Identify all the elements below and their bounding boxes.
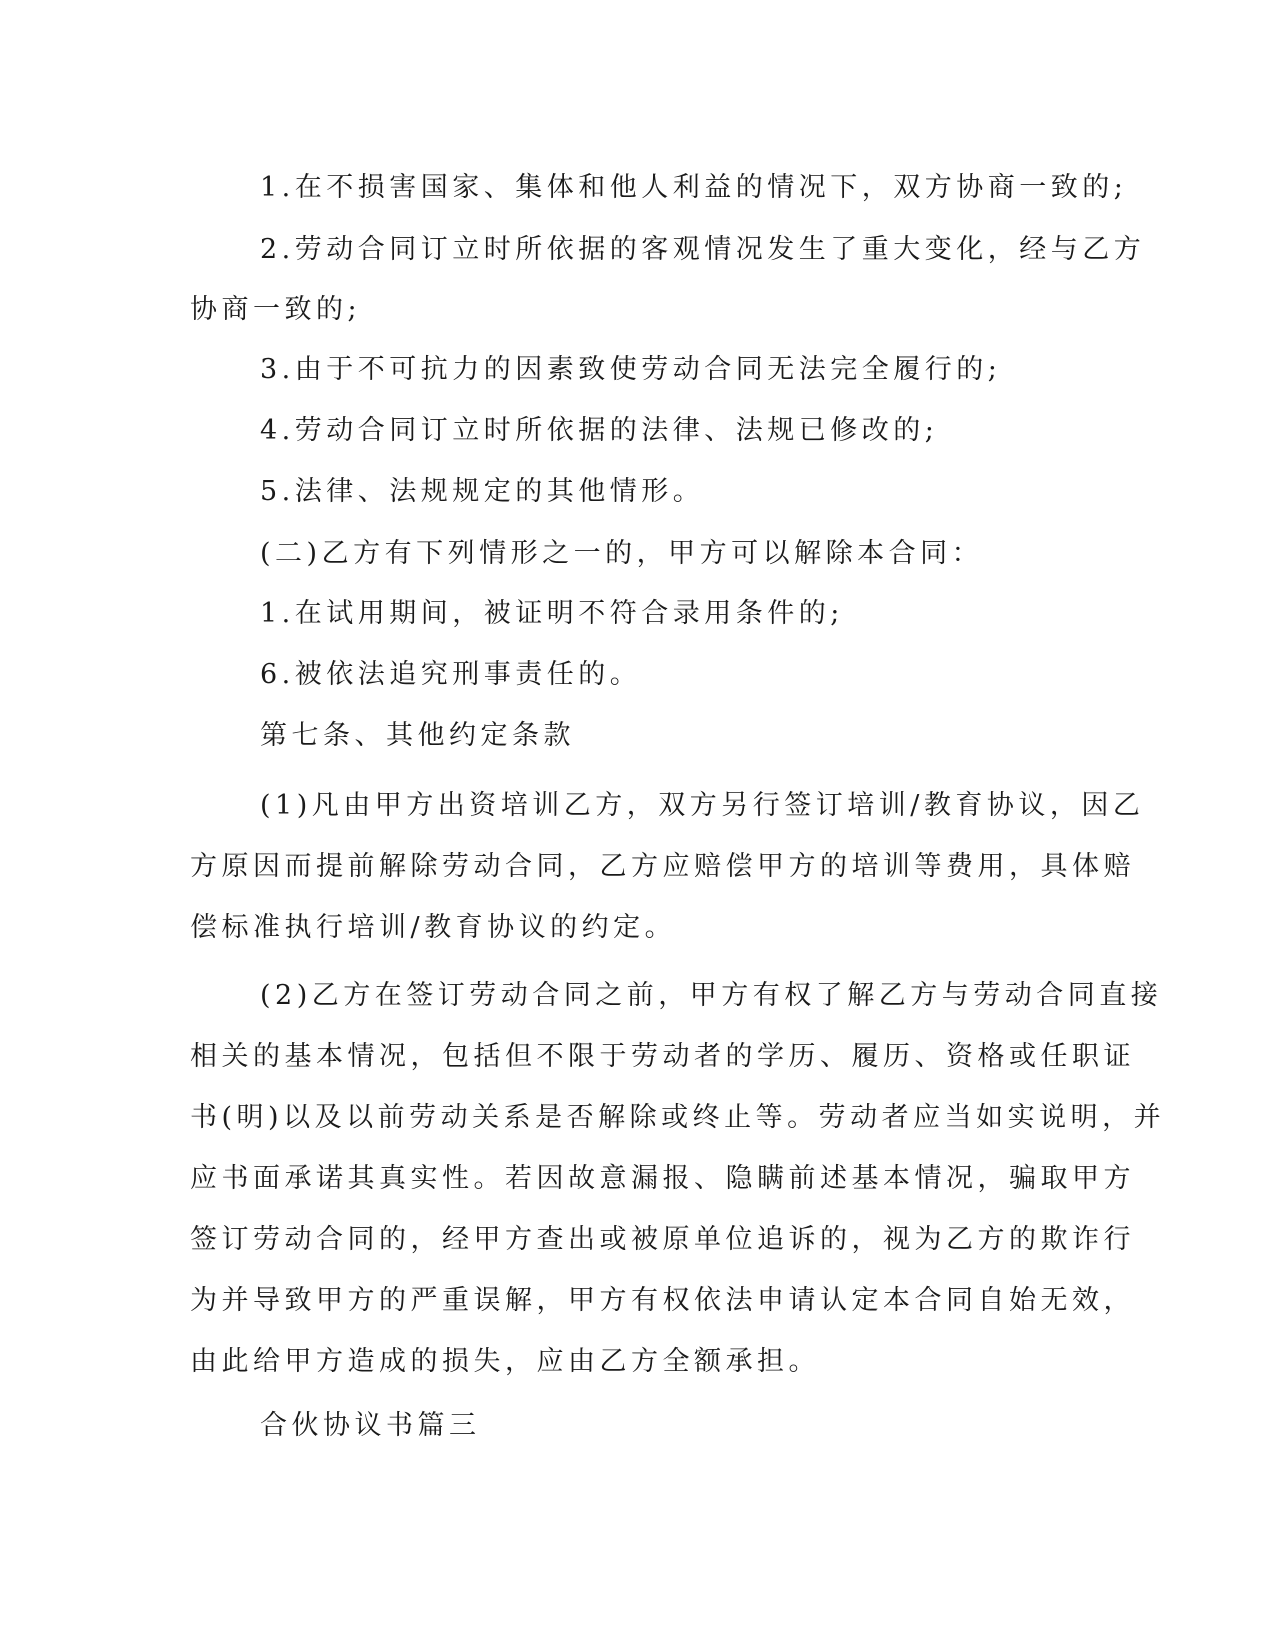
paragraph-line: 方原因而提前解除劳动合同，乙方应赔偿甲方的培训等费用，具体赔 [190,851,1135,882]
paragraph-line: (1)凡由甲方出资培训乙方，双方另行签订培训/教育协议，因乙 [260,790,1145,821]
clause-line: 3.由于不可抗力的因素致使劳动合同无法完全履行的; [260,354,1002,385]
paragraph-line: 由此给甲方造成的损失，应由乙方全额承担。 [190,1346,820,1377]
clause-line: 4.劳动合同订立时所依据的法律、法规已修改的; [260,415,939,446]
clause-line: 2.劳动合同订立时所依据的客观情况发生了重大变化，经与乙方 [260,234,1146,265]
clause-line: 协商一致的; [190,294,362,325]
clause-line: 1.在试用期间，被证明不符合录用条件的; [260,598,844,629]
clause-line: 6.被依法追究刑事责任的。 [260,659,642,690]
section-heading: (二)乙方有下列情形之一的，甲方可以解除本合同： [260,538,984,569]
paragraph-line: 应书面承诺其真实性。若因故意漏报、隐瞒前述基本情况，骗取甲方 [190,1163,1135,1194]
paragraph-line: 相关的基本情况，包括但不限于劳动者的学历、履历、资格或任职证 [190,1041,1135,1072]
article-heading: 第七条、其他约定条款 [260,720,575,751]
paragraph-line: 签订劳动合同的，经甲方查出或被原单位追诉的，视为乙方的欺诈行 [190,1224,1135,1255]
paragraph-line: 书(明)以及以前劳动关系是否解除或终止等。劳动者应当如实说明，并 [190,1102,1166,1133]
clause-line: 1.在不损害国家、集体和他人利益的情况下，双方协商一致的; [260,172,1128,203]
paragraph-line: 为并导致甲方的严重误解，甲方有权依法申请认定本合同自始无效， [190,1285,1135,1316]
clause-line: 5.法律、法规规定的其他情形。 [260,476,705,507]
paragraph-line: (2)乙方在签订劳动合同之前，甲方有权了解乙方与劳动合同直接 [260,980,1163,1011]
paragraph-line: 偿标准执行培训/教育协议的约定。 [190,912,677,943]
document-section-title: 合伙协议书篇三 [260,1410,481,1441]
